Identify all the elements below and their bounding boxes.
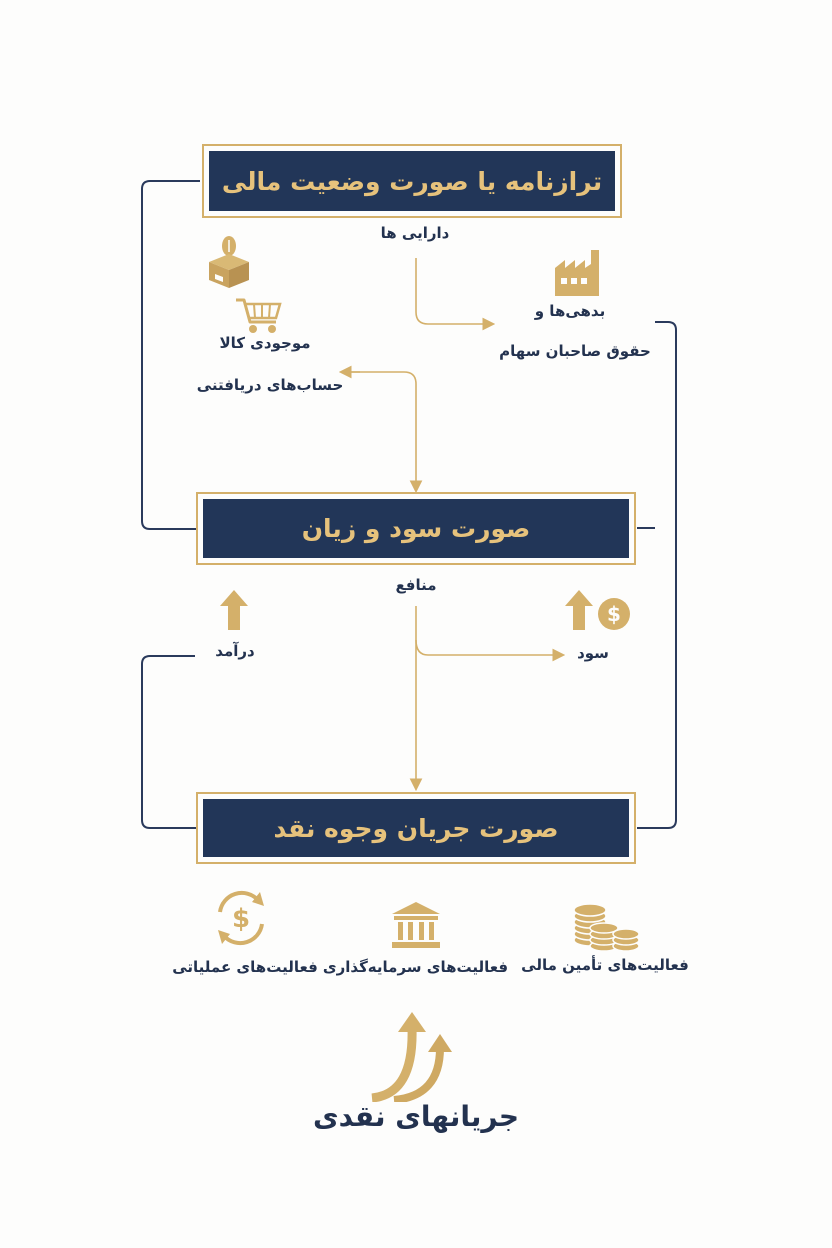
arrow-assets-to-liabilities (416, 258, 492, 324)
factory-icon (553, 248, 603, 298)
income-statement-box (196, 492, 636, 565)
profit-up-arrow-icon (563, 588, 595, 632)
cash-flow-statement-box (196, 792, 636, 864)
balance-sheet-box (202, 144, 622, 218)
revenue-up-arrow-icon (218, 588, 250, 632)
receivables-label: حساب‌های دریافتنی (196, 376, 344, 394)
income-statement-title: صورت سود و زیان (203, 499, 629, 558)
arrow-receivables-to-income (350, 372, 416, 490)
benefits-label: منافع (395, 576, 437, 594)
operating-activities-label: فعالیت‌های عملیاتی (172, 958, 318, 976)
arrow-benefits-to-profit (416, 640, 562, 655)
cash-flow-statement-title: صورت جریان وجوه نقد (203, 799, 629, 857)
investing-activities-label: فعالیت‌های سرمایه‌گذاری (322, 958, 509, 976)
revenue-label: درآمد (215, 642, 255, 660)
rising-arrows-icon (366, 1010, 466, 1102)
box-with-coin-icon (205, 234, 253, 290)
right-loop-liabilities-cashflow (637, 322, 676, 828)
cash-flows-title: جریانهای نقدی (312, 1100, 520, 1133)
coin-stack-icon (570, 900, 642, 954)
inventory-label: موجودی کالا (219, 334, 311, 352)
balance-sheet-title: ترازنامه یا صورت وضعیت مالی (209, 151, 615, 211)
svg-text:$: $ (231, 904, 251, 934)
dollar-cycle-icon (210, 888, 272, 948)
shopping-cart-icon (234, 296, 284, 336)
left-loop-balance-income (142, 181, 200, 529)
bank-icon (390, 900, 442, 950)
liabilities-label-line2: حقوق صاحبان سهام (499, 342, 651, 360)
assets-label: دارایی ها (380, 224, 450, 242)
svg-text:$: $ (607, 602, 621, 626)
financing-activities-label: فعالیت‌های تأمین مالی (521, 956, 689, 974)
left-loop-revenue-cashflow (142, 656, 196, 828)
dollar-coin-icon (596, 596, 632, 632)
liabilities-label-line1: بدهی‌ها و (534, 302, 606, 320)
profit-label: سود (577, 644, 609, 662)
